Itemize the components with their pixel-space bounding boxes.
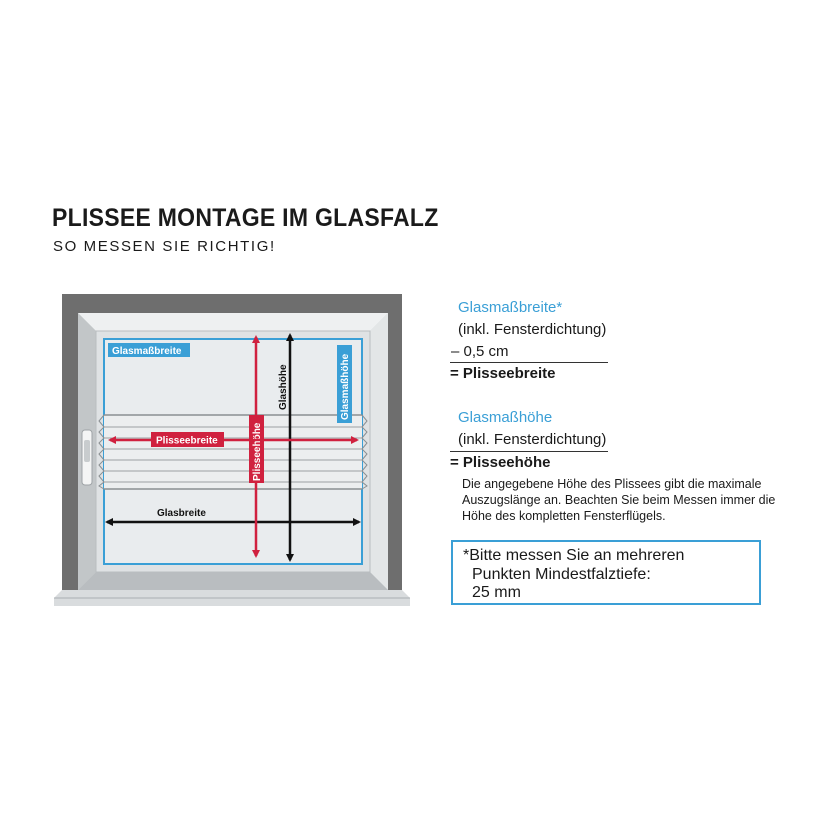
plisseehoehe-label: Plisseehöhe (252, 422, 263, 481)
width-result: = Plisseebreite (450, 365, 556, 382)
height-heading: Glasmaßhöhe (458, 409, 553, 426)
width-heading: Glasmaßbreite* (458, 299, 563, 316)
plisseebreite-label: Plisseebreite (156, 435, 218, 447)
frame-bevel-bottom (78, 572, 388, 590)
glasbreite-label: Glasbreite (157, 508, 206, 519)
glasmassbreite-label: Glasmaßbreite (112, 346, 182, 357)
tip-line-2: Punkten Mindestfalztiefe: (472, 566, 651, 583)
pleated-blind (99, 415, 367, 489)
height-line-1: (inkl. Fensterdichtung) (458, 431, 607, 448)
page-subtitle: SO MESSEN SIE RICHTIG! (53, 238, 276, 255)
frame-bevel-top (78, 313, 388, 331)
width-divider (450, 362, 608, 363)
glashoehe-label: Glashöhe (278, 364, 289, 410)
tip-line-3: 25 mm (472, 584, 521, 601)
width-line-2: – 0,5 cm (451, 343, 509, 360)
page-title: PLISSEE MONTAGE IM GLASFALZ (52, 204, 439, 232)
width-line-1: (inkl. Fensterdichtung) (458, 321, 607, 338)
height-divider (450, 451, 608, 452)
height-result: = Plisseehöhe (450, 454, 551, 471)
frame-bevel-right (370, 313, 388, 590)
tip-line-1: *Bitte messen Sie an mehreren (463, 547, 685, 564)
height-note: Die angegebene Höhe des Plissees gibt die maximale Auszugslänge an. Beachten Sie beim Messen immer die Höhe des kompletten Fensterflügels. (462, 477, 776, 523)
glasmasshoehe-label: Glasmaßhöhe (340, 353, 351, 420)
window-handle (82, 430, 92, 485)
